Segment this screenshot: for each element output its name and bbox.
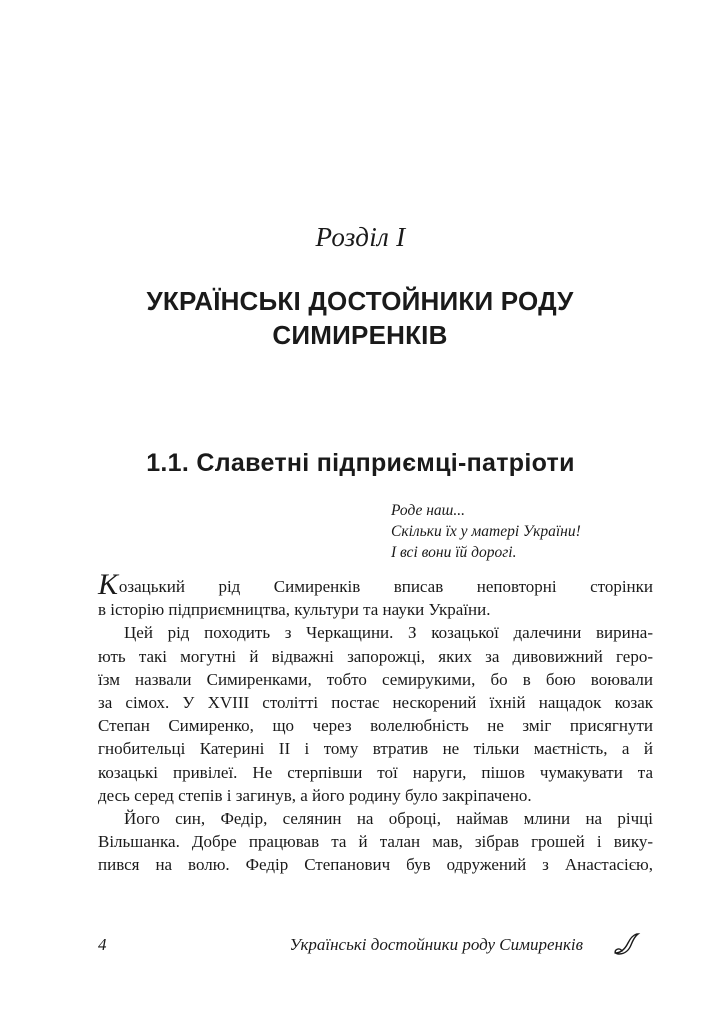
epigraph bbox=[391, 500, 581, 563]
body-text bbox=[98, 568, 653, 876]
page-number: 4 bbox=[98, 935, 107, 954]
text-line: Цей рід походить з Черкащини. З козацької далечини вирина- bbox=[124, 623, 653, 643]
text-line-content: озацький рід Симиренків вписав неповторні сторінки bbox=[118, 577, 653, 596]
drop-cap: К bbox=[98, 568, 118, 601]
text-line bbox=[98, 568, 653, 601]
swash-ornament-icon bbox=[611, 931, 641, 957]
text-line: їзм назвали Симиренками, тобто семирукими, бо в бою воювали bbox=[98, 669, 653, 689]
text-line: козацькі привілеї. Не стерпівши тої наруги, пішов чумакувати та bbox=[98, 762, 653, 782]
section-title: 1.1. Славетні підприємці-патріоти bbox=[146, 449, 575, 477]
epigraph-line: Скільки їх у матері України! bbox=[391, 523, 581, 540]
chapter-title-line: СИМИРЕНКІВ bbox=[272, 320, 448, 350]
chapter-title bbox=[60, 284, 660, 352]
text-line: пився на волю. Федір Степанович був одружений з Анастасією, bbox=[98, 855, 653, 875]
chapter-label: Розділ І bbox=[315, 222, 406, 252]
text-line: десь серед степів і загинув, а його родину було закріпачено. bbox=[98, 785, 532, 805]
text-line: Степан Симиренко, що через волелюбність не зміг присягнути bbox=[98, 716, 653, 736]
chapter-title-line: УКРАЇНСЬКІ ДОСТОЙНИКИ РОДУ bbox=[146, 286, 574, 316]
page-footer bbox=[98, 935, 653, 959]
text-line: Вільшанка. Добре працював та й талан мав, зібрав грошей і вику- bbox=[98, 832, 653, 852]
epigraph-line: І всі вони їй дорогі. bbox=[391, 544, 517, 561]
text-line: гнобительці Катерині ІІ і тому втратив не тільки маєтність, а й bbox=[98, 739, 653, 759]
epigraph-line: Роде наш... bbox=[391, 502, 466, 519]
text-line: за сімох. У XVIII столітті постає нескорений їхній нащадок козак bbox=[98, 692, 653, 712]
text-line: ють такі могутні й відважні запорожці, яких за дивовижний геро- bbox=[98, 646, 653, 666]
running-title: Українські достойники роду Симиренків bbox=[289, 935, 583, 954]
text-line: Його син, Федір, селянин на оброці, наймав млини на річці bbox=[124, 808, 653, 828]
text-line: в історію підприємництва, культури та науки України. bbox=[98, 600, 491, 620]
